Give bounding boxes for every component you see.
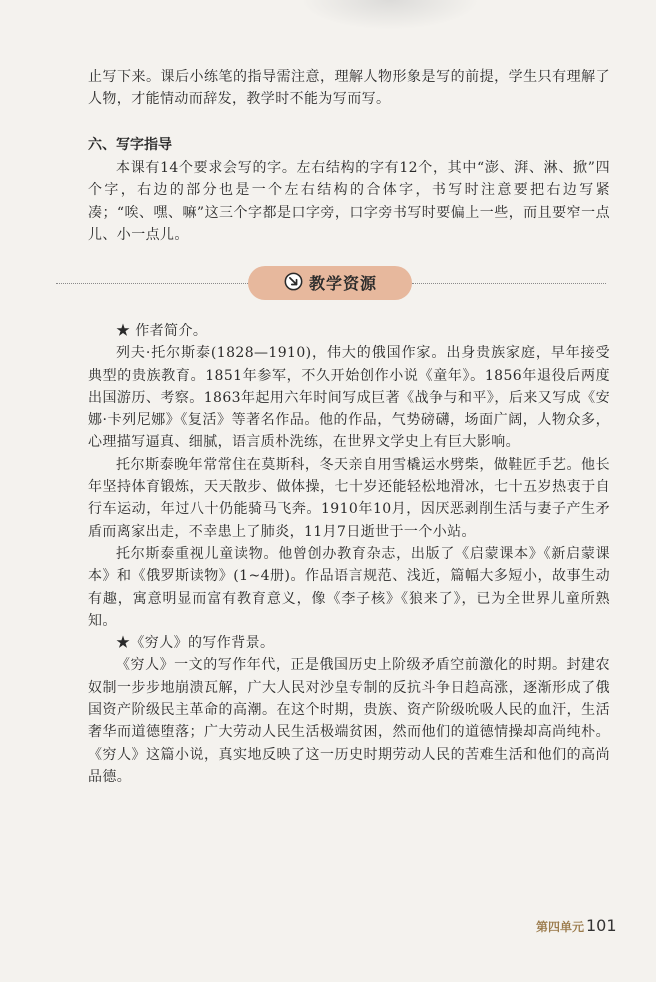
author-paragraph-3: 托尔斯泰重视儿童读物。他曾创办教育杂志，出版了《启蒙课本》《新启蒙课本》和《俄罗斯读物》(1~4册)。作品语言规范、浅近，篇幅大多短小，故事生动有趣，寓意明显而富有教育意义，像《李子核》《狼来了》，已为全世界儿童所熟知。: [88, 545, 610, 629]
writing-guide-section: [88, 134, 610, 246]
resources-section: [88, 320, 610, 788]
author-paragraph-1: 列夫·托尔斯泰(1828—1910)，伟大的俄国作家。出身贵族家庭，早年接受典型的贵族教育。1851年参军，不久开始创作小说《童年》。1856年退役后两度出国游历、考察。1863年起用六年时间写成巨著《战争与和平》，后来又写成《安娜·卡列尼娜》《复活》等著名作品。他的作品，气势磅礴，场面广阔，人物众多，心理描写逼真、细腻，语言质朴洗练，在世界文学史上有巨大影响。: [88, 345, 610, 451]
intro-section: [88, 66, 610, 111]
arrow-circle-icon: [284, 272, 303, 291]
background-paragraph: 《穷人》一文的写作年代，正是俄国历史上阶级矛盾空前激化的时期。封建农奴制一步步地崩溃瓦解，广大人民对沙皇专制的反抗斗争日趋高涨，逐渐形成了俄国资产阶级民主革命的高潮。在这个时期，贵族、资产阶级吮吸人民的血汗，生活奢华而道德堕落；广大劳动人民生活极端贫困，然而他们的道德情操却高尚纯朴。《穷人》这篇小说，真实地反映了这一历史时期劳动人民的苦难生活和他们的高尚品德。: [88, 657, 610, 785]
footer-unit-label: 第四单元: [535, 920, 584, 934]
intro-paragraph: 止写下来。课后小练笔的指导需注意，理解人物形象是写的前提，学生只有理解了人物，才能情动而辞发，教学时不能为写而写。: [88, 69, 610, 108]
writing-guide-heading: 六、写字指导: [88, 137, 172, 153]
writing-guide-paragraph: 本课有14个要求会写的字。左右结构的字有12个，其中“澎、湃、淋、掀”四个字，右边的部分也是一个左右结构的合体字，书写时注意要把右边写紧凑；“唉、嘿、嘛”这三个字都是口字旁，口字旁书写时要偏上一些，而且要窄一点儿、小一点儿。: [88, 160, 610, 243]
author-heading: ★ 作者简介。: [116, 323, 208, 339]
resources-banner-title: 教学资源: [309, 274, 378, 293]
banner-divider-left: [56, 283, 248, 284]
page-top-shadow: [300, 0, 480, 30]
banner-divider-right: [412, 283, 606, 284]
page-number: 101: [586, 916, 617, 935]
author-paragraph-2: 托尔斯泰晚年常常住在莫斯科，冬天亲自用雪橇运水劈柴，做鞋匠手艺。他长年坚持体育锻炼，天天散步、做体操，七十岁还能轻松地滑冰，七十五岁热衷于自行车运动，年过八十仍能骑马飞奔。1910年10月，因厌恶剥削生活与妻子产生矛盾而离家出走，不幸患上了肺炎，11月7日逝世于一个小站。: [88, 456, 610, 540]
background-heading: ★《穷人》的写作背景。: [116, 635, 275, 652]
